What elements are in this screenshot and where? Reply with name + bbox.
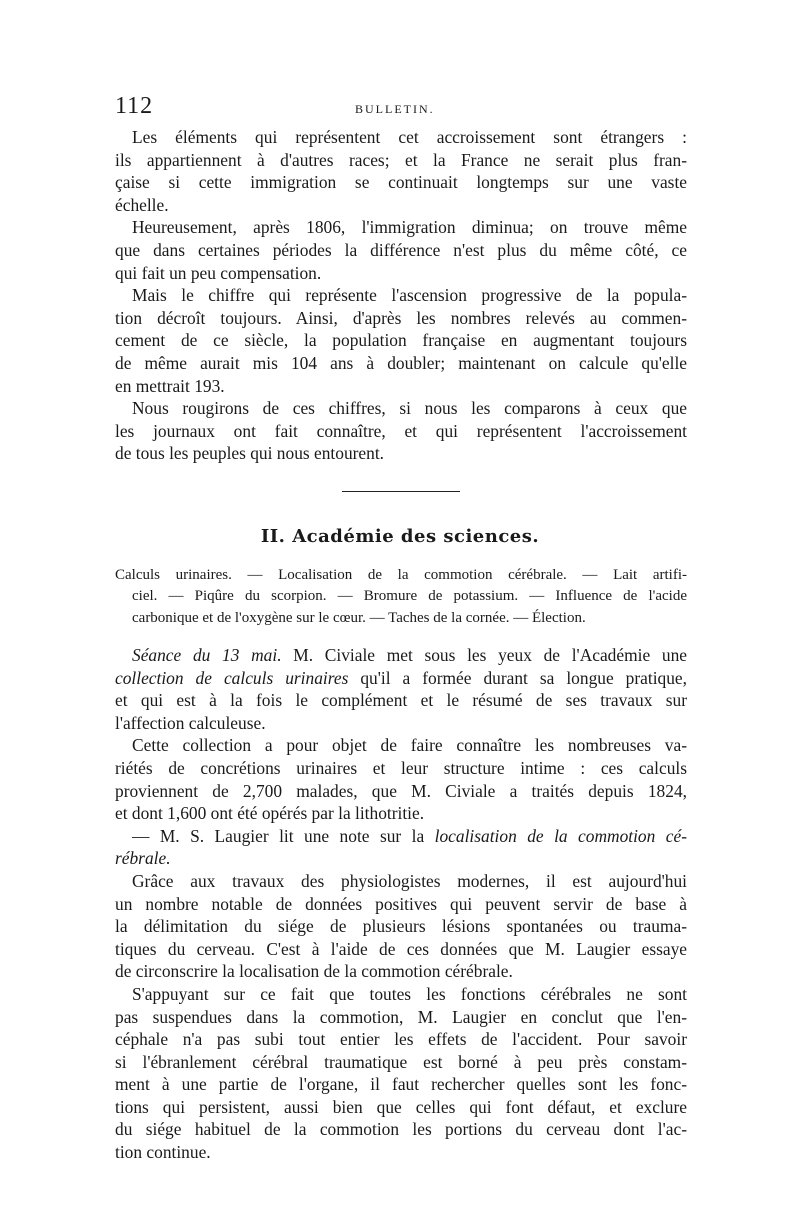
section-title: II. Académie des sciences. bbox=[260, 526, 540, 547]
text-line: ment à une partie de l'organe, il faut rechercher quelles sont les fonc- bbox=[115, 1074, 687, 1095]
text-fragment: M. Civiale met sous les yeux de l'Académie une bbox=[281, 645, 687, 665]
text-line: tion décroît toujours. Ainsi, d'après les nombres relevés au commen- bbox=[115, 307, 687, 328]
running-head: BULLETIN. bbox=[355, 102, 435, 116]
text-fragment: qu'il a formée durant sa longue pratique, bbox=[348, 667, 687, 688]
text-line: du siége habituel de la commotion les portions du cerveau dont l'ac- bbox=[115, 1119, 687, 1140]
text-line: si l'ébranlement cérébral traumatique est borné à peu près constam- bbox=[115, 1051, 687, 1072]
text-fragment: — M. S. Laugier lit une note sur la bbox=[132, 825, 435, 846]
text-line: de même aurait mis 104 ans à doubler; maintenant on calcule qu'elle bbox=[115, 352, 687, 373]
italic-title: rébrale. bbox=[115, 848, 171, 869]
text-line: en mettrait 193. bbox=[115, 375, 225, 396]
text-line: échelle. bbox=[115, 194, 169, 215]
text-line: qui fait un peu compensation. bbox=[115, 262, 322, 283]
seance-date: Séance du 13 mai. bbox=[132, 645, 282, 665]
section-body bbox=[115, 644, 687, 1164]
summary-line: ciel. — Piqûre du scorpion. — Bromure de potassium. — Influence de l'acide bbox=[132, 588, 687, 605]
section-summary bbox=[115, 565, 687, 629]
text-line: de circonscrire la localisation de la commotion cérébrale. bbox=[115, 961, 513, 982]
text-line: Nous rougirons de ces chiffres, si nous les comparons à ceux que bbox=[132, 398, 687, 419]
text-line: et dont 1,600 ont été opérés par la lithotritie. bbox=[115, 803, 425, 824]
text-line: riétés de concrétions urinaires et leur structure intime : ces calculs bbox=[115, 757, 687, 778]
text-line: céphale n'a pas subi tout entier les effets de l'accident. Pour savoir bbox=[115, 1029, 687, 1050]
page-header bbox=[115, 93, 685, 123]
text-line: que dans certaines périodes la différence n'est plus du même côté, ce bbox=[115, 239, 687, 260]
text-line: l'affection calculeuse. bbox=[115, 712, 266, 733]
summary-line: carbonique et de l'oxygène sur le cœur. — Taches de la cornée. — Élection. bbox=[132, 609, 586, 626]
text-line: un nombre notable de données positives qui peuvent servir de base à bbox=[115, 893, 687, 914]
text-line: tion continue. bbox=[115, 1142, 211, 1163]
text-line: ils appartiennent à d'autres races; et la France ne serait plus fran- bbox=[115, 149, 687, 170]
text-line: Heureusement, après 1806, l'immigration diminua; on trouve même bbox=[132, 217, 687, 238]
text-line: Cette collection a pour objet de faire connaître les nombreuses va- bbox=[132, 735, 687, 756]
text-line: cement de ce siècle, la population française en augmentant toujours bbox=[115, 330, 687, 351]
text-line: pas suspendues dans la commotion, M. Laugier en conclut que l'en- bbox=[115, 1006, 687, 1027]
text-line bbox=[115, 847, 687, 870]
text-line: Mais le chiffre qui représente l'ascension progressive de la popula- bbox=[132, 285, 687, 306]
summary-line: Calculs urinaires. — Localisation de la commotion cérébrale. — Lait artifi- bbox=[115, 567, 687, 583]
text-line: Les éléments qui représentent cet accroissement sont étrangers : bbox=[132, 127, 687, 147]
text-line bbox=[115, 644, 687, 667]
text-line: la délimitation du siége de plusieurs lésions spontanées ou trauma- bbox=[115, 916, 687, 937]
text-line: les journaux ont fait connaître, et qui représentent l'accroissement bbox=[115, 420, 687, 441]
intro-text bbox=[115, 126, 687, 465]
italic-title: collection de calculs urinaires bbox=[115, 667, 349, 688]
italic-title: localisation de la commotion cé- bbox=[434, 825, 687, 846]
text-line: et qui est à la fois le complément et le résumé de ses travaux sur bbox=[115, 690, 687, 711]
text-line: tions qui persistent, aussi bien que celles qui font défaut, et exclure bbox=[115, 1096, 687, 1117]
text-line: de tous les peuples qui nous entourent. bbox=[115, 443, 385, 464]
text-line: S'appuyant sur ce fait que toutes les fonctions cérébrales ne sont bbox=[132, 983, 687, 1004]
text-line: çaise si cette immigration se continuait longtemps sur une vaste bbox=[115, 172, 687, 193]
text-line: Grâce aux travaux des physiologistes modernes, il est aujourd'hui bbox=[132, 870, 687, 891]
text-line: tiques du cerveau. C'est à l'aide de ces données que M. Laugier essaye bbox=[115, 938, 687, 959]
text-line bbox=[115, 825, 687, 848]
section-divider bbox=[342, 491, 460, 492]
text-line bbox=[115, 667, 687, 690]
text-line: proviennent de 2,700 malades, que M. Civiale a traités depuis 1824, bbox=[115, 780, 687, 801]
page-number: 112 bbox=[115, 93, 154, 119]
